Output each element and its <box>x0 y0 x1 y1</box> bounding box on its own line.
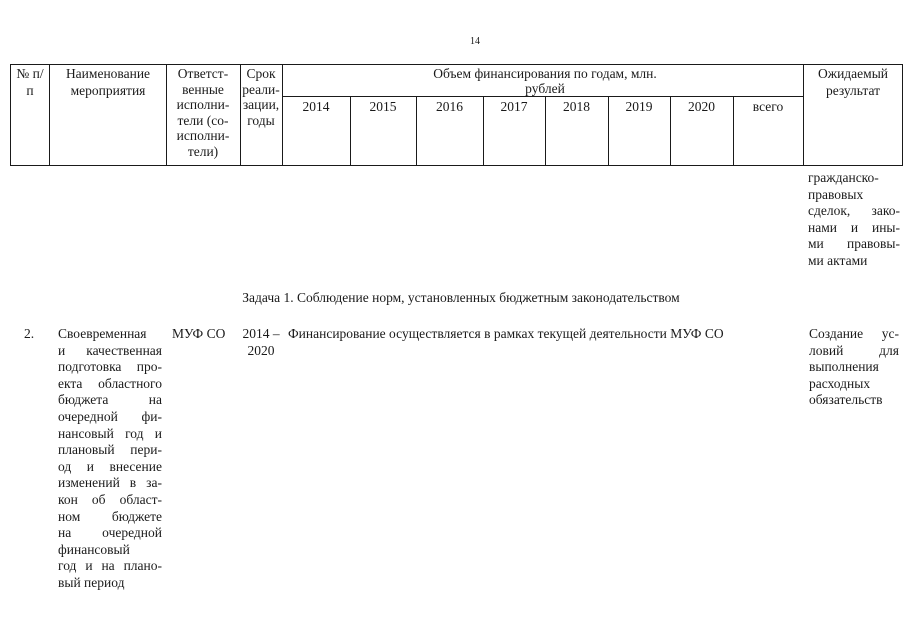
name-line: бюджета на <box>58 392 162 408</box>
year-total: всего <box>752 99 784 114</box>
name-line: ном бюджете <box>58 508 162 524</box>
term-line: 2014 – <box>242 326 280 341</box>
header-financing: Объем финансирования по годам, млн. рублей <box>433 66 657 96</box>
col-divider <box>902 64 903 166</box>
col-divider <box>49 64 50 166</box>
col-divider <box>10 64 11 166</box>
year-2018: 2018 <box>563 99 590 114</box>
header-term-line: годы <box>247 112 275 128</box>
name-line: плановый пери- <box>58 442 162 458</box>
name-line: екта областного <box>58 375 162 391</box>
page-number: 14 <box>470 36 480 47</box>
row-activity-name <box>58 326 162 592</box>
result-line: Создание ус- <box>809 326 899 341</box>
row-number: 2. <box>24 326 35 341</box>
continuation-line: гражданско- <box>808 170 879 185</box>
result-line: обязательств <box>809 392 883 408</box>
year-2017: 2017 <box>500 99 528 114</box>
continuation-line: нами и ины- <box>808 219 900 235</box>
col-divider <box>803 64 804 166</box>
year-2019: 2019 <box>625 99 653 114</box>
continuation-line: правовых <box>808 186 864 202</box>
header-responsible-line: исполни- <box>176 97 230 113</box>
year-2015: 2015 <box>369 99 397 114</box>
name-line: финансовый <box>58 541 130 557</box>
continuation-line: сделок, зако- <box>808 203 900 218</box>
header-top-rule <box>10 64 903 65</box>
header-term-line: Срок <box>246 66 276 81</box>
header-num: № п/п <box>16 66 44 98</box>
year-2020: 2020 <box>688 99 715 114</box>
name-line: подготовка про- <box>58 359 162 375</box>
header-name: Наименование мероприятия <box>65 66 151 98</box>
row-expected-result <box>809 326 899 409</box>
header-responsible <box>166 66 240 160</box>
col-divider <box>282 64 283 166</box>
name-line: кон об област- <box>58 491 162 507</box>
header-term <box>240 66 282 128</box>
result-line: выполнения <box>809 359 879 375</box>
row-term <box>240 326 282 359</box>
name-line: и качественная <box>58 342 162 358</box>
header-responsible-line: венные <box>182 81 224 97</box>
result-continuation <box>808 170 900 269</box>
continuation-line: ми актами <box>808 252 868 268</box>
header-responsible-line: Ответст- <box>177 66 229 81</box>
header-result: Ожидаемый результат <box>818 66 888 98</box>
name-line: очередной фи- <box>58 408 162 424</box>
continuation-line: ми правовы- <box>808 236 900 251</box>
name-line: од и внесение <box>58 458 162 474</box>
year-2014: 2014 <box>302 99 330 114</box>
name-line: нансовый год и <box>58 425 162 441</box>
header-term-line: реали- <box>242 81 280 97</box>
result-line: ловий для <box>809 342 899 358</box>
header-responsible-line: тели) <box>187 143 219 159</box>
year-2016: 2016 <box>436 99 463 114</box>
name-line: на очередной <box>58 525 162 541</box>
term-line: 2020 <box>247 342 275 358</box>
name-line: изменений в за- <box>58 475 162 491</box>
header-term-line: зации, <box>242 97 280 113</box>
name-line: Своевременная <box>58 326 147 341</box>
header-bottom-rule <box>10 165 903 166</box>
header-responsible-line: исполни- <box>176 128 230 144</box>
name-line: год и на плано- <box>58 558 162 574</box>
row-responsible: МУФ СО <box>172 326 226 341</box>
name-line: вый период <box>58 574 125 590</box>
header-responsible-line: тели (со- <box>177 112 229 128</box>
financing-subheader-rule <box>282 96 803 97</box>
result-line: расходных <box>809 375 871 391</box>
task-heading: Задача 1. Соблюдение норм, установленных бюджетным законодательством <box>242 290 680 305</box>
row-financing-note: Финансирование осуществляется в рамках текущей деятельности МУФ СО <box>288 326 724 341</box>
